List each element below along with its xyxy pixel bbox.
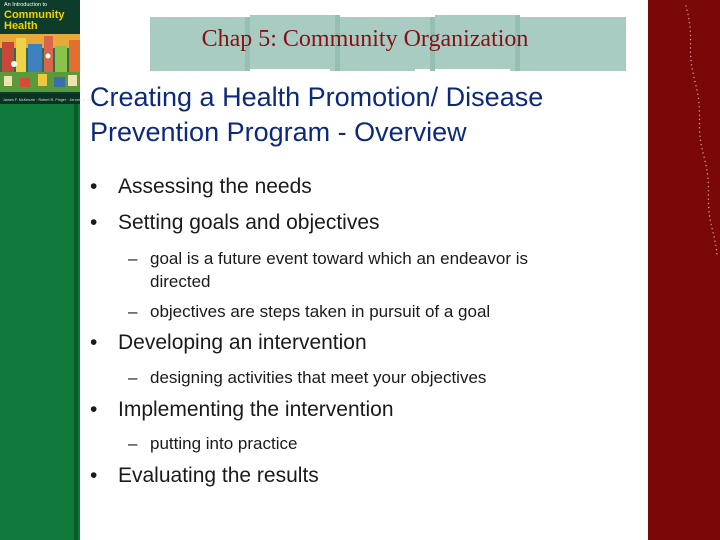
slide-title-line2: Prevention Program - Overview: [90, 117, 467, 147]
decorative-dot: [701, 148, 702, 149]
decorative-dot: [707, 178, 708, 179]
bullet-text: Developing an intervention: [118, 331, 367, 354]
decorative-dot: [685, 5, 686, 6]
decorative-dot: [699, 110, 700, 111]
decorative-dot: [708, 203, 709, 204]
decorative-dot: [699, 119, 700, 120]
sub-bullet-text: putting into practice: [150, 434, 298, 453]
decorative-dot: [698, 102, 699, 103]
bullet-marker: •: [90, 211, 98, 234]
decorative-dot: [690, 35, 691, 36]
decorative-dot: [708, 194, 709, 195]
sub-bullet-text: directed: [150, 272, 211, 291]
decorative-dot: [697, 94, 698, 95]
decorative-dot: [690, 31, 691, 32]
book-cover-line1: An Introduction to: [4, 2, 48, 8]
book-cover-image: [0, 0, 100, 104]
bullet-text: Assessing the needs: [118, 175, 312, 198]
decorative-dot: [716, 253, 717, 254]
decorative-dot: [712, 232, 713, 233]
decorative-dot: [704, 161, 705, 162]
decorative-dot: [702, 152, 703, 153]
decorative-dot: [699, 131, 700, 132]
decorative-dot: [699, 136, 700, 137]
book-cover-line2: Community: [4, 8, 65, 21]
decorative-dot: [716, 249, 717, 250]
sub-bullet-marker: –: [128, 434, 138, 453]
decorative-dot: [703, 157, 704, 158]
book-cover-line3: Health: [4, 19, 38, 32]
decorative-dot: [690, 60, 691, 61]
decorative-dot: [708, 182, 709, 183]
bullet-text: Setting goals and objectives: [118, 211, 380, 234]
header-title: Chap 5: Community Organization: [201, 26, 529, 52]
sub-bullet-text: objectives are steps taken in pursuit of a goal: [150, 302, 491, 321]
decorative-dot: [713, 236, 714, 237]
decorative-dot: [708, 186, 709, 187]
decorative-dot: [690, 56, 691, 57]
decorative-dot: [705, 165, 706, 166]
sub-bullet-marker: –: [128, 368, 138, 387]
decorative-dot: [690, 43, 691, 44]
decorative-dot: [695, 85, 696, 86]
decorative-dot: [701, 144, 702, 145]
sub-bullet-text: goal is a future event toward which an endeavor is: [150, 249, 529, 268]
decorative-dot: [699, 123, 700, 124]
decorative-dot: [691, 64, 692, 65]
bullet-marker: •: [90, 464, 98, 487]
decorative-dot: [699, 127, 700, 128]
decorative-dot: [687, 14, 688, 15]
slide-title: [90, 80, 670, 150]
decorative-dot: [689, 26, 690, 27]
bullet-text: Implementing the intervention: [118, 398, 394, 421]
decorative-dot: [710, 224, 711, 225]
decorative-dot: [694, 81, 695, 82]
decorative-dot: [689, 22, 690, 23]
decorative-dot: [690, 47, 691, 48]
book-cover-illustration: [0, 34, 80, 92]
bullet-marker: •: [90, 398, 98, 421]
decorative-dot: [690, 39, 691, 40]
decorative-dot: [708, 207, 709, 208]
decorative-dot: [708, 190, 709, 191]
book-cover-footer: [0, 94, 100, 104]
sub-bullet-marker: –: [128, 302, 138, 321]
slide-title-line1: Creating a Health Promotion/ Disease: [90, 82, 544, 112]
decorative-dot: [709, 215, 710, 216]
bullet-marker: •: [90, 175, 98, 198]
decorative-dot: [708, 199, 709, 200]
decorative-dot: [686, 10, 687, 11]
decorative-dot: [698, 98, 699, 99]
decorative-dot: [696, 89, 697, 90]
sub-bullet-text: designing activities that meet your objectives: [150, 368, 487, 387]
decorative-dot: [706, 169, 707, 170]
bullet-text: Evaluating the results: [118, 464, 319, 487]
bullet-marker: •: [90, 331, 98, 354]
decorative-dot: [700, 140, 701, 141]
decorative-dot: [707, 173, 708, 174]
decorative-dot: [715, 245, 716, 246]
decorative-dot: [710, 220, 711, 221]
sub-bullet-marker: –: [128, 249, 138, 268]
decorative-dot: [692, 68, 693, 69]
decorative-dot: [699, 115, 700, 116]
decorative-dot: [690, 52, 691, 53]
decorative-dot: [708, 211, 709, 212]
decorative-dot: [699, 106, 700, 107]
decorative-dot: [688, 18, 689, 19]
book-cover-authors: James F. McKenzie · Robert R. Pinger · Jerome E. Kotecki: [3, 98, 100, 102]
book-cover-title: [4, 3, 78, 32]
decorative-dot: [692, 73, 693, 74]
decorative-dot: [714, 241, 715, 242]
decorative-dot: [711, 228, 712, 229]
decorative-dot: [693, 77, 694, 78]
